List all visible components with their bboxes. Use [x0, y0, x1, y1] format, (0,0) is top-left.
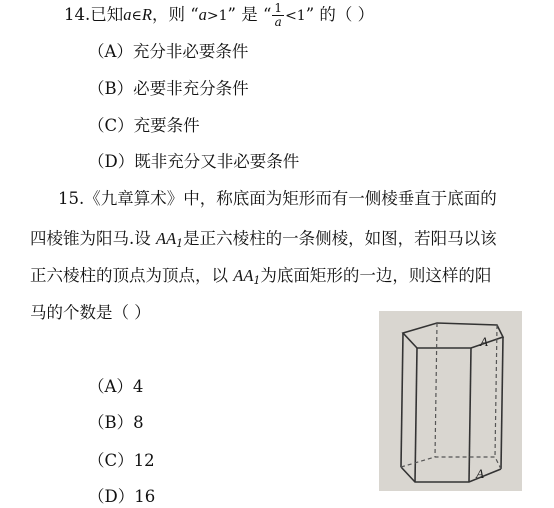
bottom-hexagon-front	[401, 467, 501, 482]
option-text: 充分非必要条件	[132, 42, 249, 61]
q15-line1-text: 15.《九章算术》中，称底面为矩形而有一侧棱垂直于底面的	[58, 189, 497, 208]
q15-line3-a: 正六棱柱的顶点为顶点，以	[30, 266, 234, 285]
q15-aa1: AA	[156, 229, 177, 248]
option-text: 12	[133, 451, 155, 470]
q14-option-c	[88, 115, 200, 137]
q15-option-b	[88, 412, 144, 434]
q15-line1	[58, 188, 497, 210]
q14-cond2-rest: <1	[285, 8, 306, 24]
q14-option-a	[88, 41, 248, 63]
q14-fraction	[272, 2, 284, 29]
edge-back-left	[435, 323, 437, 457]
edge-left	[401, 333, 403, 467]
q15-line2-b: 是正六棱柱的一条侧棱，如图，若阳马以该	[183, 229, 497, 248]
q15-aa1-sub-2: 1	[253, 274, 261, 287]
q15-option-c	[88, 450, 155, 472]
q14-text-b: ，则 “	[151, 5, 199, 24]
q14-frac-num: 1	[274, 1, 283, 15]
option-text: 16	[134, 487, 156, 506]
edge-right	[501, 337, 503, 469]
q14-text-a: 已知	[90, 5, 124, 24]
q15-option-a	[88, 376, 143, 398]
q15-line4	[30, 302, 151, 324]
option-label: （B）	[88, 79, 134, 98]
vertex-label-bottom: A	[476, 466, 484, 481]
q15-line4-text: 马的个数是（ ）	[30, 303, 151, 322]
top-hexagon	[403, 323, 503, 348]
q15-line3-b: 为底面矩形的一边，则这样的阳	[260, 266, 492, 285]
option-label: （A）	[88, 42, 133, 61]
q14-cond1-var: a	[198, 5, 207, 24]
vertex-label-top: A	[480, 334, 488, 349]
option-label: （B）	[88, 413, 134, 432]
q15-line3	[30, 265, 491, 292]
q15-aa1-2: AA	[233, 266, 254, 285]
q14-text-d: ” 的（ ）	[305, 5, 375, 24]
option-text: 既非充分又非必要条件	[134, 152, 300, 171]
option-label: （A）	[88, 377, 133, 396]
option-text: 4	[132, 377, 144, 396]
q14-number: 14.	[64, 5, 91, 24]
hexagonal-prism-drawing	[379, 311, 522, 491]
q14-option-b	[88, 78, 249, 100]
q15-aa1-sub: 1	[176, 237, 184, 250]
q14-cond1-rest: >1	[206, 8, 228, 24]
q14-text-c: ” 是 “	[227, 5, 272, 24]
q15-line2-a: 四棱锥为阳马.设	[30, 229, 156, 248]
q14-stem	[64, 2, 374, 29]
q15-option-d	[88, 486, 155, 508]
q14-cond-set: R	[141, 5, 152, 24]
q14-cond-sym: ∈	[131, 8, 142, 24]
q15-line2	[30, 228, 497, 255]
option-text: 充要条件	[133, 116, 200, 135]
edge-back-right	[495, 325, 497, 457]
edge-front-right	[469, 348, 471, 482]
option-text: 必要非充分条件	[133, 79, 249, 98]
hexagonal-prism-figure	[379, 311, 522, 491]
q14-cond-var: a	[123, 5, 132, 24]
option-label: （D）	[88, 152, 135, 171]
option-label: （C）	[88, 451, 134, 470]
option-text: 8	[133, 413, 144, 432]
option-label: （D）	[88, 487, 135, 506]
option-label: （C）	[88, 116, 134, 135]
q14-option-d	[88, 151, 299, 173]
q14-frac-den: a	[274, 15, 282, 29]
